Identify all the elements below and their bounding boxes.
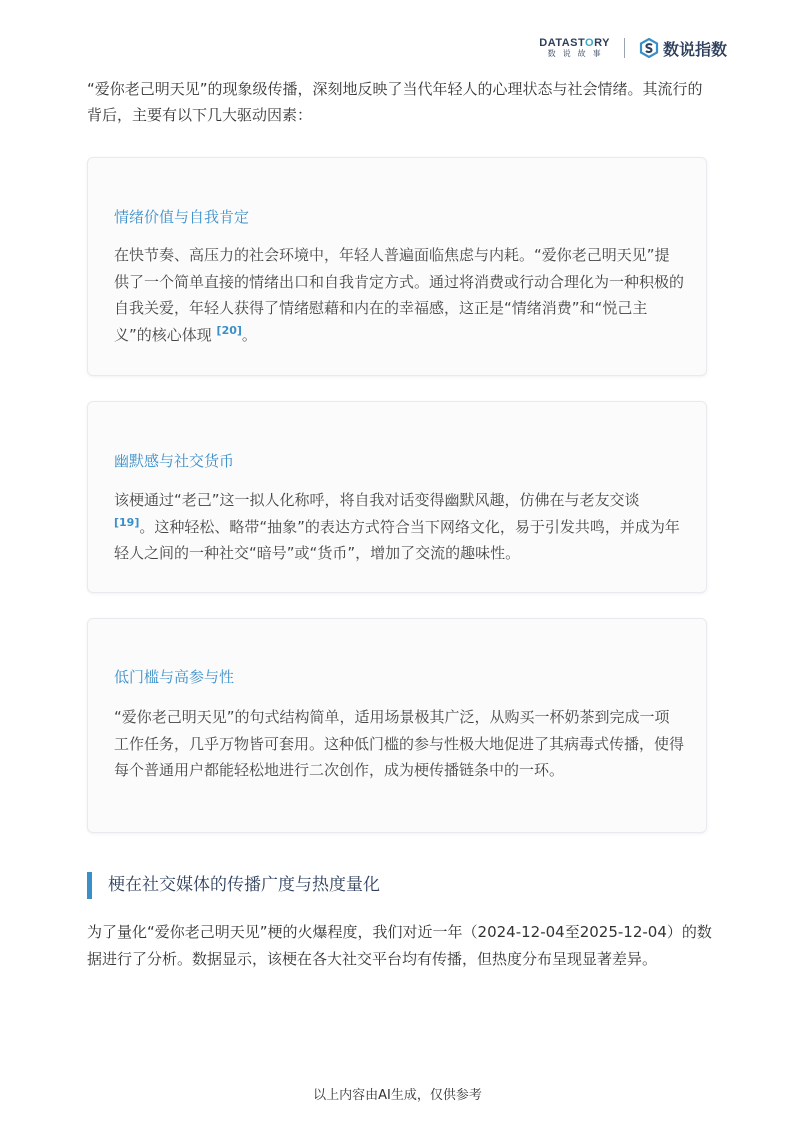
citation-link[interactable]: [20] [216,323,242,337]
section-title: 梗在社交媒体的传播广度与热度量化 [108,875,380,895]
sszs-hexagon-icon [639,38,659,58]
section-accent-bar [87,872,92,899]
page-header [539,34,727,62]
header-divider [624,38,625,58]
card-body: “爱你老己明天见”的句式结构简单，适用场景极其广泛，从购买一杯奶茶到完成一项工作任务，几乎万物皆可套用。这种低门槛的参与性极大地促进了其病毒式传播，使得每个普通用户都能轻松地进行二次创作，成为梗传播链条中的一环。 [114,708,685,779]
card-title: 情绪价值与自我肯定 [114,208,250,226]
ai-disclaimer: 以上内容由AI生成，仅供参考 [313,1088,482,1103]
factor-card [87,157,707,376]
factor-card [87,401,707,593]
sszs-brand-name: 数说指数 [662,39,727,59]
citation-link[interactable]: [19] [114,515,140,529]
outro-paragraph: 为了量化“爱你老己明天见”梗的火爆程度，我们对近一年（2024-12-04至2025-12-04）的数据进行了分析。数据显示，该梗在各大社交平台均有传播，但热度分布呈现显著差异。 [87,923,712,968]
card-body: 该梗通过“老己”这一拟人化称呼，将自我对话变得幽默风趣，仿佛在与老友交谈 [19]。这种轻松、略带“抽象”的表达方式符合当下网络文化，易于引发共鸣，并成为年轻人之间的一种社交“暗号”或“货币”，增加了交流的趣味性。 [114,491,680,562]
card-title: 幽默感与社交货币 [114,452,235,470]
sszs-logo [639,37,727,60]
factor-card [87,618,707,833]
datastory-cn-label: 数说故事 [547,49,608,58]
intro-paragraph: “爱你老己明天见”的现象级传播，深刻地反映了当代年轻人的心理状态与社会情绪。其流行的背后，主要有以下几大驱动因素： [87,80,703,124]
datastory-logo: DATASTORY 数说故事 [539,37,610,58]
card-title: 低门槛与高参与性 [114,668,235,686]
card-body: 在快节奏、高压力的社会环境中，年轻人普遍面临焦虑与内耗。“爱你老己明天见”提供了一个简单直接的情绪出口和自我肯定方式。通过将消费或行动合理化为一种积极的自我关爱，年轻人获得了情绪慰藉和内在的幸福感，这正是“情绪消费”和“悦己主义”的核心体现 [20]。 [114,246,685,344]
